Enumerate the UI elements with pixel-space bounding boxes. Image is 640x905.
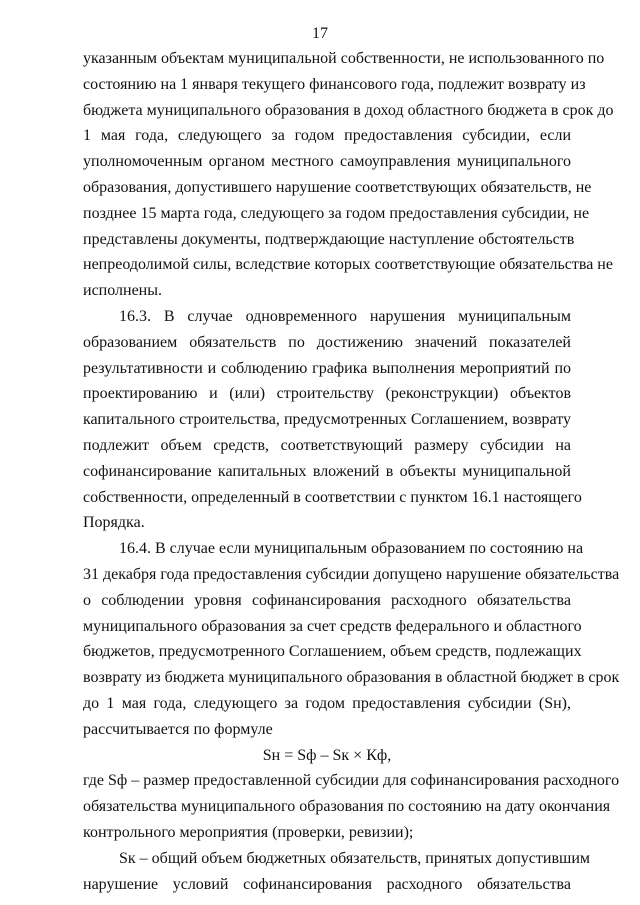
text-line: обязательства муниципального образования по состоянию на дату окончания: [83, 798, 611, 816]
text-line: муниципального образования за счет средств федерального и областного: [83, 617, 582, 635]
text-line: непреодолимой силы, вследствие которых соответствующие обязательства не: [83, 256, 613, 274]
text-line: состоянию на 1 января текущего финансового года, подлежит возврату из: [83, 75, 586, 93]
text-line: Sк – общий объем бюджетных обязательств, принятых допустившим: [119, 849, 591, 867]
text-line: Порядка.: [83, 514, 145, 532]
text-line: подлежит объем средств, соответствующий размеру субсидии на: [83, 436, 571, 454]
text-line: возврату из бюджета муниципального образования в областной бюджет в срок: [83, 669, 620, 687]
body-text: [83, 46, 620, 897]
text-line: позднее 15 марта года, следующего за годом предоставления субсидии, не: [83, 204, 590, 222]
text-line: софинансирование капитальных вложений в объекты муниципальной: [83, 462, 571, 480]
text-line: бюджета муниципального образования в доход областного бюджета в срок до: [83, 101, 614, 119]
text-line: бюджетов, предусмотренного Соглашением, объем средств, подлежащих: [83, 643, 582, 661]
text-line: 16.4. В случае если муниципальным образованием по состоянию на: [119, 540, 584, 558]
text-line: 31 декабря года предоставления субсидии допущено нарушение обязательства: [83, 565, 620, 583]
text-line: нарушение условий софинансирования расходного обязательства: [83, 875, 571, 893]
text-line: исполнены.: [83, 282, 162, 300]
text-line: собственности, определенный в соответствии с пунктом 16.1 настоящего: [83, 488, 582, 506]
text-line: указанным объектам муниципальной собственности, не использованного по: [83, 50, 605, 67]
formula-line: Sн = Sф – Sк × Кф,: [262, 746, 392, 764]
text-line: контрольного мероприятия (проверки, ревизии);: [83, 823, 414, 841]
text-line: где Sф – размер предоставленной субсидии для софинансирования расходного: [83, 772, 620, 790]
text-line: о соблюдении уровня софинансирования расходного обязательства: [83, 591, 571, 609]
text-line: 16.3. В случае одновременного нарушения муниципальным: [119, 307, 571, 325]
text-line: уполномоченным органом местного самоуправления муниципального: [83, 153, 571, 171]
text-line: рассчитывается по формуле: [83, 720, 273, 738]
text-line: капитального строительства, предусмотренных Соглашением, возврату: [83, 411, 571, 429]
text-line: проектированию и (или) строительству (реконструкции) объектов: [83, 385, 571, 403]
text-line: 1 мая года, следующего за годом предоставления субсидии, если: [83, 127, 571, 145]
page-number: 17: [312, 25, 328, 42]
text-line: до 1 мая года, следующего за годом предоставления субсидии (Sн),: [83, 694, 571, 712]
text-line: образования, допустившего нарушение соответствующих обязательств, не: [83, 178, 592, 196]
text-line: представлены документы, подтверждающие наступление обстоятельств: [83, 230, 575, 248]
text-line: результативности и соблюдению графика выполнения мероприятий по: [83, 359, 571, 377]
text-line: образованием обязательств по достижению значений показателей: [83, 333, 571, 351]
